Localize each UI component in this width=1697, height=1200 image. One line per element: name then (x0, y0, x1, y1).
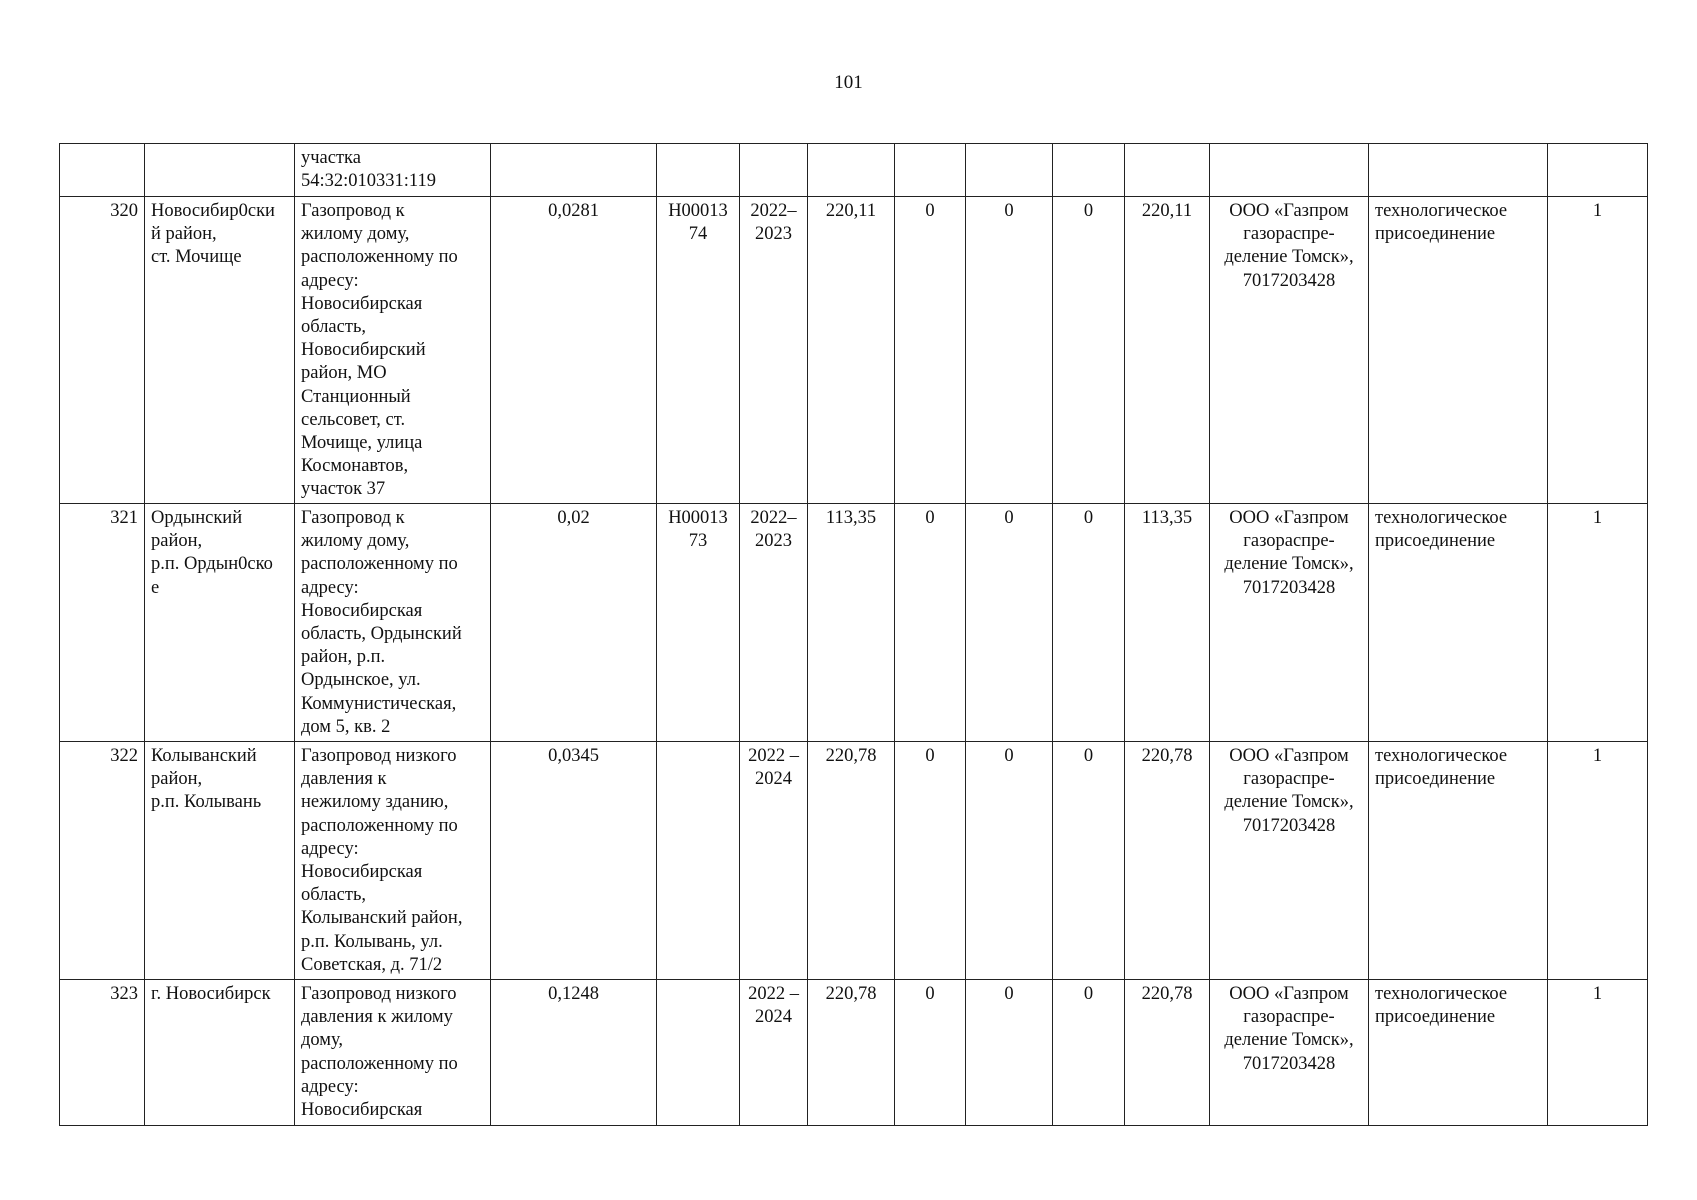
sum-cell (1125, 144, 1210, 197)
value-1-cell-text: 0 (925, 984, 935, 1004)
sum-cell-text: 220,11 (1141, 201, 1193, 221)
row-number (60, 144, 145, 197)
value-3-cell (1053, 742, 1125, 980)
code-cell (657, 980, 740, 1126)
length-cell (491, 742, 657, 980)
district-cell (145, 197, 295, 504)
length-cell-text: 0,0345 (548, 746, 599, 766)
sum-cell-text: 113,35 (1141, 508, 1193, 528)
object-description-cell-text: Газопровод к жилому дому, расположенному по адресу: Новосибирская область, Ордынский район, р.п. Ордынское, ул. Коммунистическая, дом 5, кв. 2 (301, 508, 462, 737)
value-2-cell-text: 0 (1004, 746, 1014, 766)
data-table (59, 143, 1648, 1126)
code-cell (657, 144, 740, 197)
value-3-cell (1053, 980, 1125, 1126)
object-description-cell-text: Газопровод низкого давления к жилому дому, расположенному по адресу: Новосибирская (301, 984, 458, 1121)
object-description-cell (295, 504, 491, 742)
table-row (60, 144, 1648, 197)
value-1-cell-text: 0 (925, 746, 935, 766)
purpose-cell (1369, 197, 1548, 504)
value-2-cell (966, 504, 1053, 742)
code-cell-text: Н00013 73 (668, 508, 728, 552)
district-cell-text: Новосибир0ски й район, ст. Мочище (151, 201, 275, 268)
length-cell (491, 144, 657, 197)
total-cell (808, 742, 895, 980)
sum-cell-text: 220,78 (1141, 746, 1193, 766)
total-cell-text: 220,78 (825, 746, 877, 766)
district-cell-text: Ордынский район, р.п. Ордын0ско е (151, 508, 273, 598)
purpose-cell-text: технологическое присоединение (1375, 201, 1508, 245)
value-2-cell (966, 144, 1053, 197)
sum-cell (1125, 504, 1210, 742)
total-cell (808, 980, 895, 1126)
purpose-cell (1369, 144, 1548, 197)
years-cell (740, 980, 808, 1126)
years-cell (740, 197, 808, 504)
value-3-cell-text: 0 (1083, 984, 1094, 1004)
length-cell-text: 0,0281 (548, 201, 599, 221)
object-description-cell (295, 980, 491, 1126)
table-row (60, 197, 1648, 504)
row-number (60, 197, 145, 504)
count-cell-text: 1 (1592, 746, 1603, 766)
object-description-cell (295, 742, 491, 980)
row-number-text: 321 (110, 508, 138, 528)
row-number-text: 323 (110, 984, 138, 1004)
object-description-cell-text: участка 54:32:010331:119 (301, 148, 436, 192)
total-cell-text: 220,78 (825, 984, 877, 1004)
table-row (60, 742, 1648, 980)
value-2-cell (966, 197, 1053, 504)
length-cell (491, 980, 657, 1126)
organization-cell-text: ООО «Газпром газораспре- деление Томск», 7017203428 (1224, 746, 1354, 836)
code-cell (657, 504, 740, 742)
district-cell (145, 742, 295, 980)
organization-cell (1210, 980, 1369, 1126)
count-cell (1548, 980, 1648, 1126)
total-cell-text: 220,11 (825, 201, 877, 221)
code-cell-text: Н00013 74 (668, 201, 728, 245)
count-cell-text: 1 (1592, 201, 1603, 221)
purpose-cell-text: технологическое присоединение (1375, 508, 1508, 552)
district-cell (145, 980, 295, 1126)
organization-cell-text: ООО «Газпром газораспре- деление Томск», 7017203428 (1224, 201, 1354, 291)
value-3-cell (1053, 504, 1125, 742)
value-1-cell (895, 144, 966, 197)
organization-cell-text: ООО «Газпром газораспре- деление Томск», 7017203428 (1224, 984, 1354, 1074)
length-cell-text: 0,1248 (548, 984, 599, 1004)
value-1-cell (895, 742, 966, 980)
count-cell (1548, 504, 1648, 742)
page-number: 101 (834, 72, 863, 93)
row-number-text: 322 (110, 746, 138, 766)
purpose-cell-text: технологическое присоединение (1375, 746, 1508, 790)
total-cell (808, 197, 895, 504)
years-cell-text: 2022– 2023 (750, 508, 797, 552)
district-cell (145, 504, 295, 742)
purpose-cell (1369, 980, 1548, 1126)
organization-cell (1210, 504, 1369, 742)
sum-cell (1125, 197, 1210, 504)
code-cell (657, 197, 740, 504)
row-number (60, 742, 145, 980)
total-cell-text: 113,35 (825, 508, 877, 528)
value-1-cell (895, 504, 966, 742)
purpose-cell (1369, 504, 1548, 742)
organization-cell (1210, 742, 1369, 980)
district-cell (145, 144, 295, 197)
length-cell-text: 0,02 (557, 508, 590, 528)
value-2-cell-text: 0 (1004, 984, 1014, 1004)
sum-cell (1125, 980, 1210, 1126)
value-3-cell-text: 0 (1083, 508, 1094, 528)
table-row (60, 980, 1648, 1126)
count-cell (1548, 742, 1648, 980)
object-description-cell (295, 197, 491, 504)
organization-cell (1210, 197, 1369, 504)
value-1-cell (895, 197, 966, 504)
object-description-cell-text: Газопровод к жилому дому, расположенному по адресу: Новосибирская область, Новосибирский район, МО Станционный сельсовет, ст. Мочище, улица Космонавтов, участок 37 (301, 201, 458, 500)
table-row (60, 504, 1648, 742)
district-cell-text: Колыванский район, р.п. Колывань (151, 746, 262, 813)
length-cell (491, 197, 657, 504)
object-description-cell-text: Газопровод низкого давления к нежилому зданию, расположенному по адресу: Новосибирская область, Колыванский район, р.п. Колывань, ул. Советская, д. 71/2 (301, 746, 463, 975)
years-cell-text: 2022 – 2024 (748, 746, 799, 790)
row-number (60, 504, 145, 742)
organization-cell (1210, 144, 1369, 197)
value-3-cell (1053, 197, 1125, 504)
row-number (60, 980, 145, 1126)
years-cell (740, 144, 808, 197)
years-cell (740, 504, 808, 742)
row-number-text: 320 (110, 201, 138, 221)
organization-cell-text: ООО «Газпром газораспре- деление Томск», 7017203428 (1224, 508, 1354, 598)
value-2-cell-text: 0 (1004, 508, 1014, 528)
years-cell (740, 742, 808, 980)
sum-cell-text: 220,78 (1141, 984, 1193, 1004)
years-cell-text: 2022– 2023 (750, 201, 797, 245)
value-2-cell-text: 0 (1004, 201, 1014, 221)
length-cell (491, 504, 657, 742)
value-1-cell (895, 980, 966, 1126)
purpose-cell-text: технологическое присоединение (1375, 984, 1508, 1028)
value-3-cell (1053, 144, 1125, 197)
count-cell-text: 1 (1592, 984, 1603, 1004)
purpose-cell (1369, 742, 1548, 980)
value-3-cell-text: 0 (1083, 746, 1094, 766)
years-cell-text: 2022 – 2024 (748, 984, 799, 1028)
total-cell (808, 504, 895, 742)
value-3-cell-text: 0 (1083, 201, 1094, 221)
count-cell (1548, 144, 1648, 197)
count-cell (1548, 197, 1648, 504)
value-1-cell-text: 0 (925, 508, 935, 528)
count-cell-text: 1 (1592, 508, 1603, 528)
district-cell-text: г. Новосибирск (151, 984, 271, 1004)
object-description-cell (295, 144, 491, 197)
value-2-cell (966, 742, 1053, 980)
sum-cell (1125, 742, 1210, 980)
code-cell (657, 742, 740, 980)
total-cell (808, 144, 895, 197)
value-1-cell-text: 0 (925, 201, 935, 221)
value-2-cell (966, 980, 1053, 1126)
